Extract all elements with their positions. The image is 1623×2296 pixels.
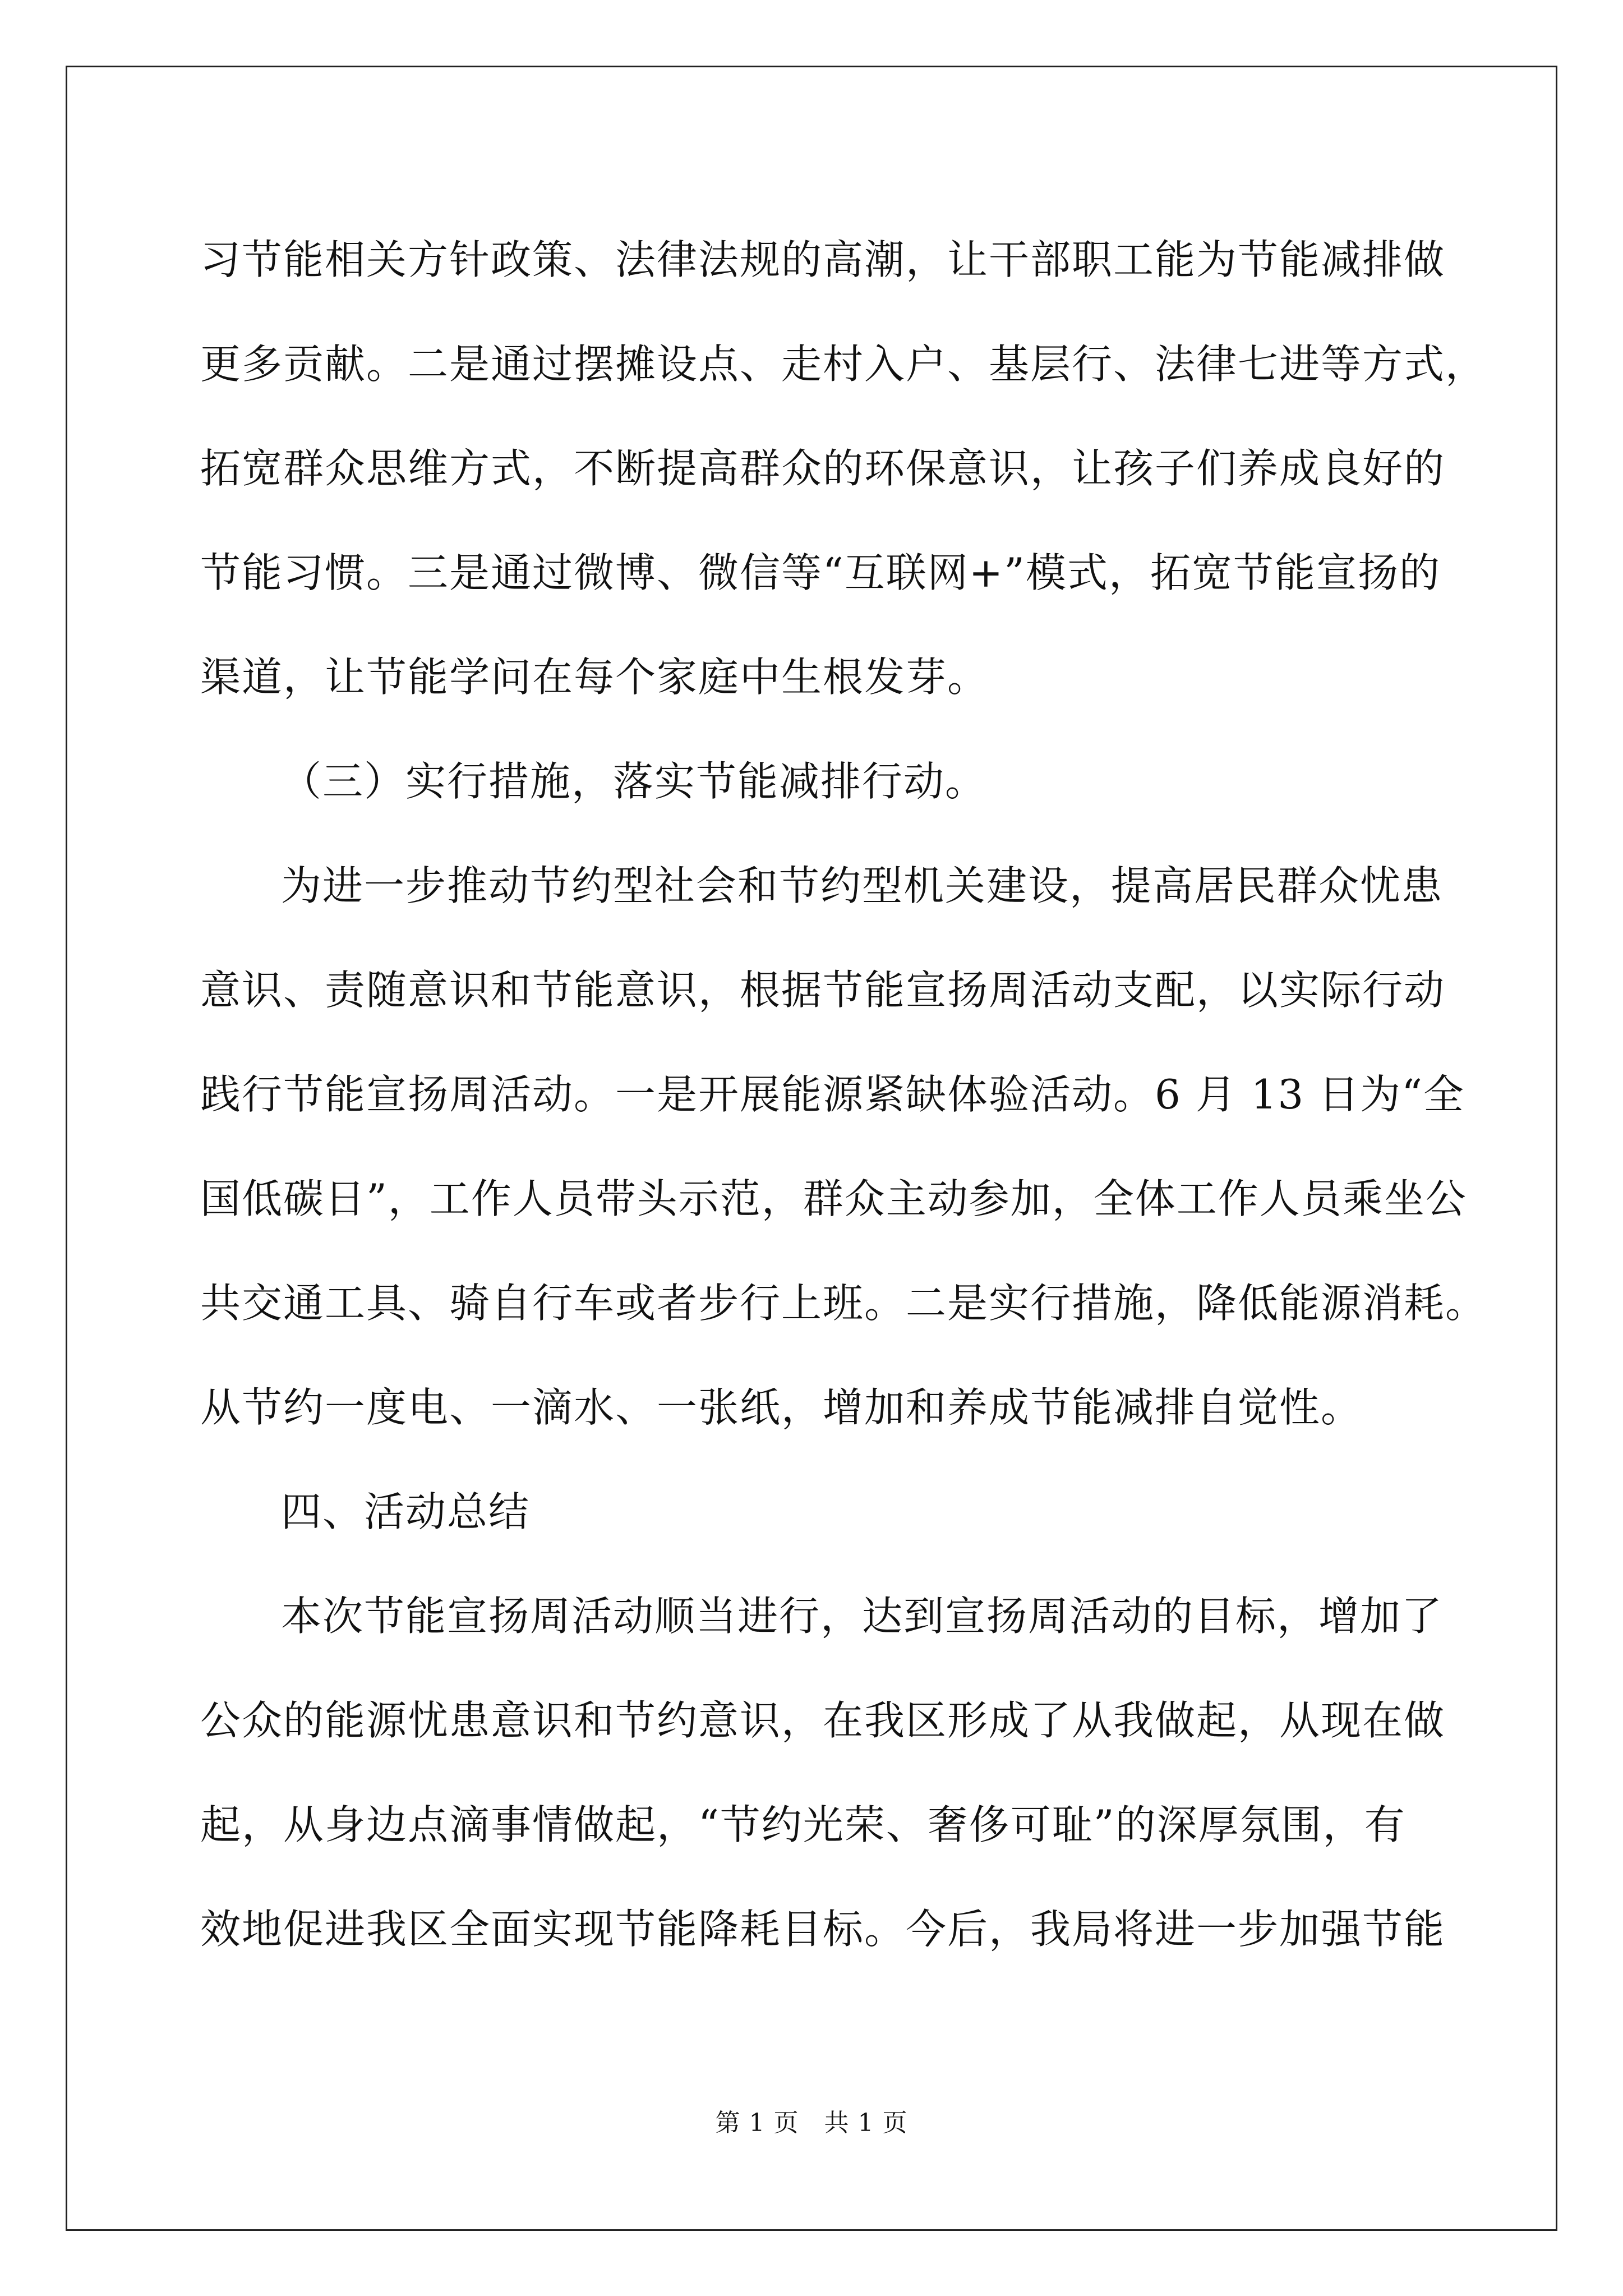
text-line: 节能习惯。三是通过微博、微信等“互联网+”模式，拓宽节能宣扬的 xyxy=(200,549,1441,596)
text-line: 效地促进我区全面实现节能降耗目标。今后，我局将进一步加强节能 xyxy=(200,1906,1446,1953)
document-body xyxy=(200,208,1487,1981)
text-line: 为进一步推动节约型社会和节约型机关建设，提高居民群众忧患 xyxy=(281,862,1444,909)
text-line: 践行节能宣扬周活动。一是开展能源紧缺体验活动。6 月 13 日为“全 xyxy=(200,1071,1465,1118)
page-number-footer: 第 1 页 共 1 页 xyxy=(715,2109,908,2137)
section-heading: （三）实行措施，落实节能减排行动。 xyxy=(281,758,987,805)
text-line: 起，从身边点滴事情做起，“节约光荣、奢侈可耻”的深厚氛围，有 xyxy=(200,1801,1406,1848)
text-line: 意识、责随意识和节能意识，根据节能宣扬周活动支配，以实际行动 xyxy=(200,967,1446,1014)
text-line: 从节约一度电、一滴水、一张纸，增加和养成节能减排自觉性。 xyxy=(200,1384,1363,1431)
text-line: 本次节能宣扬周活动顺当进行，达到宣扬周活动的目标，增加了 xyxy=(281,1593,1444,1640)
text-line: 习节能相关方针政策、法律法规的高潮，让干部职工能为节能减排做 xyxy=(200,236,1446,283)
text-line: 更多贡献。二是通过摆摊设点、走村入户、基层行、法律七进等方式， xyxy=(200,341,1487,388)
section-heading: 四、活动总结 xyxy=(281,1488,531,1535)
text-line: 公众的能源忧患意识和节约意识，在我区形成了从我做起，从现在做 xyxy=(200,1697,1446,1744)
text-line: 拓宽群众思维方式，不断提高群众的环保意识，让孩子们养成良好的 xyxy=(200,445,1446,492)
text-line: 共交通工具、骑自行车或者步行上班。二是实行措施，降低能源消耗。 xyxy=(200,1280,1487,1327)
text-line: 国低碳日”，工作人员带头示范，群众主动参加，全体工作人员乘坐公 xyxy=(200,1175,1467,1222)
text-line: 渠道，让节能学问在每个家庭中生根发芽。 xyxy=(200,654,989,701)
